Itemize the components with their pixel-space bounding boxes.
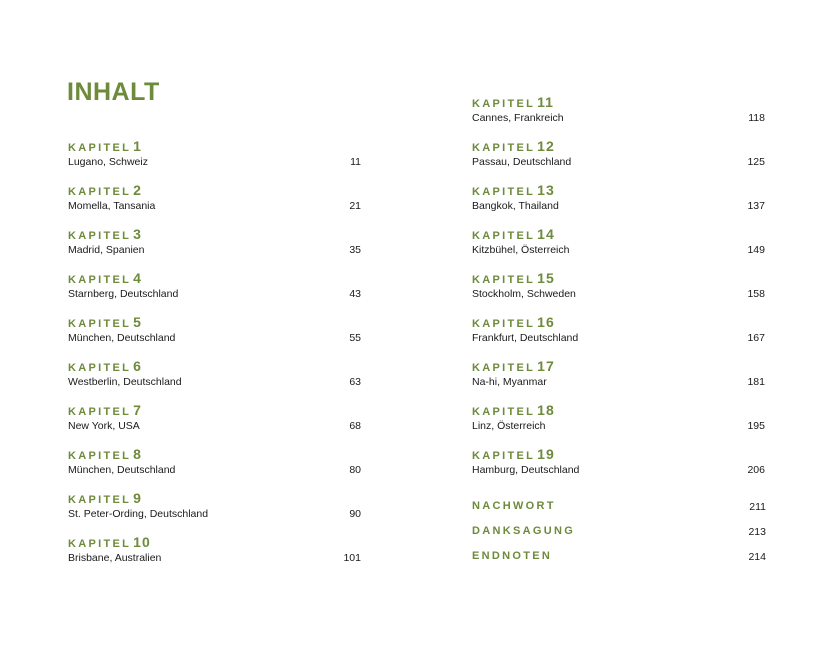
page-number: 211 [749, 501, 766, 513]
toc-entry[interactable] [471, 447, 765, 481]
chapter-heading [68, 403, 142, 419]
chapter-heading [472, 403, 555, 419]
toc-entry[interactable] [471, 315, 765, 349]
toc-entry[interactable] [67, 139, 361, 173]
chapter-place: Momella, Tansania [68, 200, 156, 212]
chapter-heading [68, 183, 142, 199]
chapter-word: KAPITEL [68, 318, 132, 330]
chapter-word: KAPITEL [472, 98, 536, 110]
chapter-number: 5 [133, 314, 142, 330]
chapter-heading [472, 271, 555, 287]
page-number: 90 [349, 508, 361, 520]
chapter-place: St. Peter-Ording, Deutschland [68, 508, 209, 520]
toc-entry[interactable] [67, 535, 361, 569]
chapter-place: New York, USA [68, 420, 140, 432]
chapter-heading [472, 315, 555, 331]
chapter-word: KAPITEL [68, 230, 132, 242]
page-number: 63 [349, 376, 361, 388]
toc-entry[interactable] [67, 359, 361, 393]
toc-entry[interactable] [471, 183, 765, 217]
chapter-place: München, Deutschland [68, 332, 176, 344]
chapter-word: KAPITEL [68, 186, 132, 198]
backmatter-entry[interactable] [471, 526, 766, 540]
page-number: 158 [747, 288, 765, 300]
chapter-word: KAPITEL [472, 362, 536, 374]
toc-entry[interactable] [67, 183, 361, 217]
chapter-heading [472, 139, 555, 155]
chapter-number: 1 [133, 138, 142, 154]
chapter-number: 17 [537, 358, 555, 374]
toc-entry[interactable] [67, 227, 361, 261]
page-number: 118 [748, 112, 765, 124]
page-number: 213 [748, 526, 766, 538]
toc-entry[interactable] [67, 403, 361, 437]
chapter-number: 6 [133, 358, 142, 374]
chapter-word: KAPITEL [472, 142, 536, 154]
chapter-word: KAPITEL [472, 186, 536, 198]
toc-entry[interactable] [471, 359, 765, 393]
chapter-place: Westberlin, Deutschland [68, 376, 182, 388]
page-number: 11 [350, 156, 361, 168]
chapter-heading [68, 227, 142, 243]
page-number: 68 [349, 420, 361, 432]
toc-entry[interactable] [67, 315, 361, 349]
toc-entry[interactable] [67, 447, 361, 481]
chapter-word: KAPITEL [68, 274, 132, 286]
chapter-word: KAPITEL [68, 494, 132, 506]
chapter-word: KAPITEL [68, 450, 132, 462]
chapter-place: Lugano, Schweiz [68, 156, 148, 168]
chapter-place: Hamburg, Deutschland [472, 464, 580, 476]
page-number: 21 [349, 200, 361, 212]
chapter-number: 19 [537, 446, 555, 462]
chapter-place: Stockholm, Schweden [472, 288, 576, 300]
chapter-word: KAPITEL [68, 362, 132, 374]
chapter-heading [472, 227, 555, 243]
chapter-number: 8 [133, 446, 142, 462]
chapter-number: 11 [537, 94, 554, 110]
chapter-word: KAPITEL [472, 230, 536, 242]
chapter-word: KAPITEL [472, 450, 536, 462]
chapter-heading [68, 271, 142, 287]
chapter-number: 18 [537, 402, 555, 418]
page-title: INHALT [67, 78, 160, 106]
chapter-number: 13 [537, 182, 555, 198]
page-number: 101 [343, 552, 361, 564]
chapter-heading [68, 359, 142, 375]
chapter-number: 7 [133, 402, 142, 418]
chapter-word: KAPITEL [472, 406, 536, 418]
chapter-word: KAPITEL [472, 274, 536, 286]
chapter-number: 2 [133, 182, 142, 198]
chapter-word: KAPITEL [68, 142, 132, 154]
page-number: 149 [747, 244, 765, 256]
toc-entry[interactable] [471, 95, 765, 129]
backmatter-label: ENDNOTEN [472, 550, 553, 562]
toc-entry[interactable] [471, 403, 765, 437]
page-number: 167 [747, 332, 765, 344]
chapter-heading [68, 491, 142, 507]
chapter-heading [68, 535, 151, 551]
backmatter-label: NACHWORT [472, 500, 556, 512]
chapter-place: München, Deutschland [68, 464, 176, 476]
toc-entry[interactable] [67, 491, 361, 525]
chapter-heading [68, 315, 142, 331]
chapter-place: Starnberg, Deutschland [68, 288, 179, 300]
chapter-number: 12 [537, 138, 555, 154]
page-number: 195 [747, 420, 765, 432]
chapter-word: KAPITEL [68, 538, 132, 550]
backmatter-entry[interactable] [471, 501, 766, 515]
chapter-number: 14 [537, 226, 555, 242]
chapter-place: Cannes, Frankreich [472, 112, 564, 124]
chapter-number: 16 [537, 314, 555, 330]
chapter-word: KAPITEL [472, 318, 536, 330]
page-number: 43 [349, 288, 361, 300]
chapter-place: Brisbane, Australien [68, 552, 162, 564]
chapter-place: Passau, Deutschland [472, 156, 572, 168]
chapter-number: 9 [133, 490, 142, 506]
page-number: 181 [747, 376, 765, 388]
chapter-number: 10 [133, 534, 151, 550]
toc-entry[interactable] [471, 227, 765, 261]
toc-entry[interactable] [471, 139, 765, 173]
chapter-heading [68, 139, 142, 155]
chapter-place: Linz, Österreich [472, 420, 546, 432]
chapter-place: Kitzbühel, Österreich [472, 244, 570, 256]
chapter-heading [472, 95, 554, 111]
page-number: 137 [747, 200, 765, 212]
chapter-place: Frankfurt, Deutschland [472, 332, 579, 344]
chapter-word: KAPITEL [68, 406, 132, 418]
page-number: 125 [747, 156, 765, 168]
chapter-heading [472, 447, 555, 463]
chapter-number: 4 [133, 270, 142, 286]
backmatter-entry[interactable] [471, 551, 766, 565]
chapter-number: 3 [133, 226, 142, 242]
toc-entry[interactable] [67, 271, 361, 305]
chapter-place: Madrid, Spanien [68, 244, 145, 256]
chapter-place: Na-hi, Myanmar [472, 376, 547, 388]
chapter-heading [68, 447, 142, 463]
toc-entry[interactable] [471, 271, 765, 305]
page-number: 35 [349, 244, 361, 256]
page-number: 214 [748, 551, 766, 563]
page-number: 55 [349, 332, 361, 344]
backmatter-label: DANKSAGUNG [472, 525, 576, 537]
chapter-number: 15 [537, 270, 555, 286]
page-number: 80 [349, 464, 361, 476]
chapter-heading [472, 359, 555, 375]
chapter-place: Bangkok, Thailand [472, 200, 559, 212]
chapter-heading [472, 183, 555, 199]
page-number: 206 [747, 464, 765, 476]
